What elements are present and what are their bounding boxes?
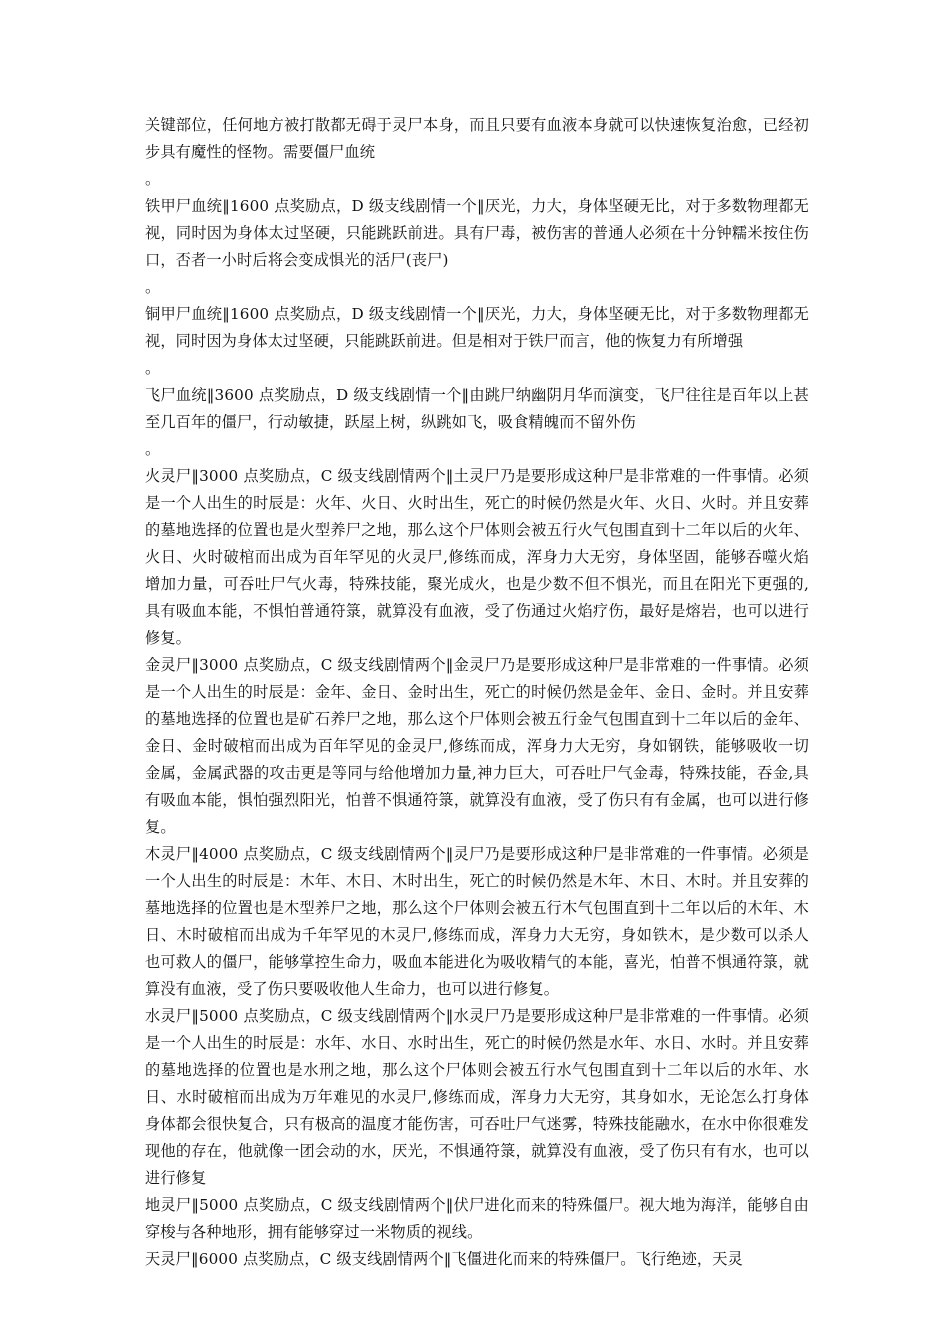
paragraph-period: 。 bbox=[145, 278, 161, 296]
paragraph-period: 。 bbox=[145, 359, 161, 377]
paragraph-metal-spirit-corpse: 金灵尸‖3000 点奖励点，C 级支线剧情两个‖金灵尸乃是要形成这种尸是非常难的一件事情。必须是一个人出生的时辰是：金年、金日、金时出生，死亡的时候仍然是金年、金日、金时。并且安葬的墓地选择的位置也是矿石养尸之地，那么这个尸体则会被五行金气包围直到十二年以后的金年、金日、金时破棺而出成为百年罕见的金灵尸,修练而成，浑身力大无穷，身如钢铁，能够吸收一切金属，金属武器的攻击更是等同与给他增加力量,神力巨大，可吞吐尸气金毒，特殊技能，吞金,具有吸血本能，惧怕强烈阳光，怕普不惧通符箓，就算没有血液，受了伤只有有金属，也可以进行修复。 bbox=[145, 656, 809, 836]
paragraph-earth-spirit-corpse: 地灵尸‖5000 点奖励点，C 级支线剧情两个‖伏尸进化而来的特殊僵尸。视大地为海洋，能够自由穿梭与各种地形，拥有能够穿过一米物质的视线。 bbox=[145, 1196, 809, 1241]
paragraph-wood-spirit-corpse: 木灵尸‖4000 点奖励点，C 级支线剧情两个‖灵尸乃是要形成这种尸是非常难的一件事情。必须是一个人出生的时辰是：木年、木日、木时出生，死亡的时候仍然是木年、木日、木时。并且安葬的墓地选择的位置也是木型养尸之地，那么这个尸体则会被五行木气包围直到十二年以后的木年、木日、木时破棺而出成为千年罕见的木灵尸,修练而成，浑身力大无穷，身如铁木，是少数可以杀人也可救人的僵尸，能够掌控生命力，吸血本能进化为吸收精气的本能，喜光，怕普不惧通符箓，就算没有血液，受了伤只要吸收他人生命力，也可以进行修复。 bbox=[145, 845, 809, 998]
paragraph-period: 。 bbox=[145, 170, 161, 188]
paragraph-intro-continuation: 关键部位，任何地方被打散都无碍于灵尸本身，而且只要有血液本身就可以快速恢复治愈，已经初步具有魔性的怪物。需要僵尸血统 bbox=[145, 116, 809, 161]
paragraph-iron-armor-corpse: 铁甲尸血统‖1600 点奖励点，D 级支线剧情一个‖厌光，力大，身体坚硬无比，对于多数物理都无视，同时因为身体太过坚硬，只能跳跃前进。具有尸毒，被伤害的普通人必须在十分钟糯米按住伤口，否者一小时后将会变成惧光的活尸(丧尸) bbox=[145, 197, 809, 269]
paragraph-period: 。 bbox=[145, 440, 161, 458]
document-body bbox=[145, 112, 809, 1273]
paragraph-flying-corpse: 飞尸血统‖3600 点奖励点，D 级支线剧情一个‖由跳尸纳幽阴月华而演变，飞尸往往是百年以上甚至几百年的僵尸，行动敏捷，跃屋上树，纵跳如飞，吸食精魄而不留外伤 bbox=[145, 386, 809, 431]
paragraph-water-spirit-corpse: 水灵尸‖5000 点奖励点，C 级支线剧情两个‖水灵尸乃是要形成这种尸是非常难的一件事情。必须是一个人出生的时辰是：水年、水日、水时出生，死亡的时候仍然是水年、水日、水时。并且安葬的墓地选择的位置也是水刑之地，那么这个尸体则会被五行水气包围直到十二年以后的水年、水日、水时破棺而出成为万年难见的水灵尸,修练而成，浑身力大无穷，其身如水，无论怎么打身体身体都会很快复合，只有极高的温度才能伤害，可吞吐尸气迷雾，特殊技能融水，在水中你很难发现他的存在，他就像一团会动的水，厌光，不惧通符箓，就算没有血液，受了伤只有有水，也可以进行修复 bbox=[145, 1007, 809, 1187]
paragraph-sky-spirit-corpse: 天灵尸‖6000 点奖励点，C 级支线剧情两个‖飞僵进化而来的特殊僵尸。飞行绝迹，天灵 bbox=[145, 1250, 743, 1268]
paragraph-fire-spirit-corpse: 火灵尸‖3000 点奖励点，C 级支线剧情两个‖土灵尸乃是要形成这种尸是非常难的一件事情。必须是一个人出生的时辰是：火年、火日、火时出生，死亡的时候仍然是火年、火日、火时。并且安葬的墓地选择的位置也是火型养尸之地，那么这个尸体则会被五行火气包围直到十二年以后的火年、火日、火时破棺而出成为百年罕见的火灵尸,修练而成，浑身力大无穷，身体坚固，能够吞噬火焰增加力量，可吞吐尸气火毒，特殊技能，聚光成火，也是少数不但不惧光，而且在阳光下更强的,具有吸血本能，不惧怕普通符箓，就算没有血液，受了伤通过火焰疗伤，最好是熔岩，也可以进行修复。 bbox=[145, 467, 809, 647]
paragraph-copper-armor-corpse: 铜甲尸血统‖1600 点奖励点，D 级支线剧情一个‖厌光，力大，身体坚硬无比，对于多数物理都无视，同时因为身体太过坚硬，只能跳跃前进。但是相对于铁尸而言，他的恢复力有所增强 bbox=[145, 305, 809, 350]
